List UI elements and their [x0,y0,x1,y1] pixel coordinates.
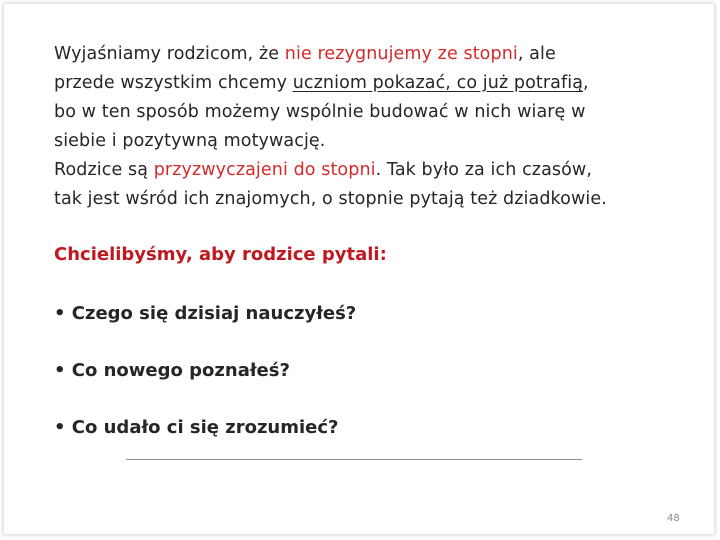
text-segment: bo w ten sposób możemy wspólnie budować w nich wiarę w [54,102,586,122]
text-segment: siebie i pozytywną motywację. [54,131,326,151]
text-segment: Wyjaśniamy rodzicom, że [54,44,285,64]
highlight-used-to-grades: przyzwyczajeni do stopni [153,160,376,180]
text-segment: , ale [517,44,556,64]
divider [126,459,582,460]
highlight-not-giving-up-grades: nie rezygnujemy ze stopni [284,44,518,64]
question-item: • Co udało ci się zrozumieć? [54,417,339,438]
text-segment: , [583,73,589,93]
questions-heading: Chcielibyśmy, aby rodzice pytali: [54,244,387,265]
underlined-phrase: uczniom pokazać, co już potrafią [292,73,584,93]
text-segment: Rodzice są [54,160,154,180]
page-number: 48 [667,513,680,524]
text-segment: tak jest wśród ich znajomych, o stopnie pytają też dziadkowie. [54,189,607,209]
intro-paragraph [54,40,694,214]
slide [4,4,714,534]
question-item: • Czego się dzisiaj nauczyłeś? [54,303,357,324]
text-segment: przede wszystkim chcemy [54,73,293,93]
question-item: • Co nowego poznałeś? [54,360,290,381]
text-segment: . Tak było za ich czasów, [375,160,592,180]
